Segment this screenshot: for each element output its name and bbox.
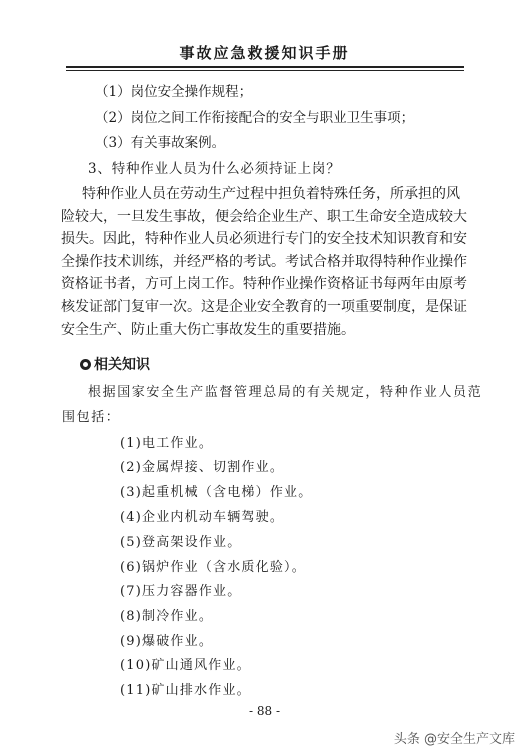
paragraph-line: 核发证部门复审一次。这是企业安全教育的一项重要制度，是保证 <box>61 298 467 315</box>
question-heading: 3、特种作业人员为什么必须持证上岗？ <box>88 161 341 177</box>
paragraph-line: 险较大，一旦发生事故，便会给企业生产、职工生命安全造成较大 <box>61 208 467 225</box>
paragraph-line: 特种作业人员在劳动生产过程中担负着特殊任务，所承担的风 <box>82 186 460 202</box>
list-item: (7)压力容器作业。 <box>120 584 242 599</box>
answer-paragraph <box>61 183 467 341</box>
list-item: （3）有关事故案例。 <box>95 135 226 151</box>
list-item: (1)电工作业。 <box>120 436 214 451</box>
list-item: (3)起重机械（含电梯）作业。 <box>120 485 313 500</box>
intro-line: 围包括： <box>62 410 121 425</box>
list-item: (6)锅炉作业（含水质化验）。 <box>120 560 306 575</box>
list-item: (2)金属焊接、切割作业。 <box>120 460 285 475</box>
watermark: 头条 @安全生产文库 <box>393 732 515 747</box>
intro-line: 根据国家安全生产监督管理总局的有关规定，特种作业人员范 <box>88 385 483 400</box>
paragraph-line: 安全生产、防止重大伤亡事故发生的重要措施。 <box>61 321 355 338</box>
list-item: (10)矿山通风作业。 <box>120 658 251 673</box>
header-rule-thick <box>66 66 464 68</box>
list-item: (4)企业内机动车辆驾驶。 <box>120 510 285 525</box>
list-item: （1）岗位安全操作规程； <box>95 84 253 100</box>
list-item: (11)矿山排水作业。 <box>120 683 251 698</box>
list-item: (5)登高架设作业。 <box>120 535 242 550</box>
paragraph-line: 资格证书者，方可上岗工作。特种作业操作资格证书每两年由原考 <box>61 276 467 293</box>
section-title: 相关知识 <box>94 357 150 373</box>
paragraph-line: 损失。因此，特种作业人员必须进行专门的安全技术知识教育和安 <box>61 231 467 248</box>
list-item: （2）岗位之间工作衔接配合的安全与职业卫生事项； <box>95 110 415 126</box>
page-number: - 88 - <box>248 704 280 718</box>
circle-bullet-icon <box>80 359 91 370</box>
paragraph-line: 全操作技术训练，并经严格的考试。考试合格并取得特种作业操作 <box>61 253 467 270</box>
list-item: (9)爆破作业。 <box>120 634 214 649</box>
page-header-title: 事故应急救援知识手册 <box>179 44 350 62</box>
header-rule-thin <box>66 70 464 71</box>
section-heading <box>80 354 150 374</box>
list-item: (8)制冷作业。 <box>120 609 214 624</box>
